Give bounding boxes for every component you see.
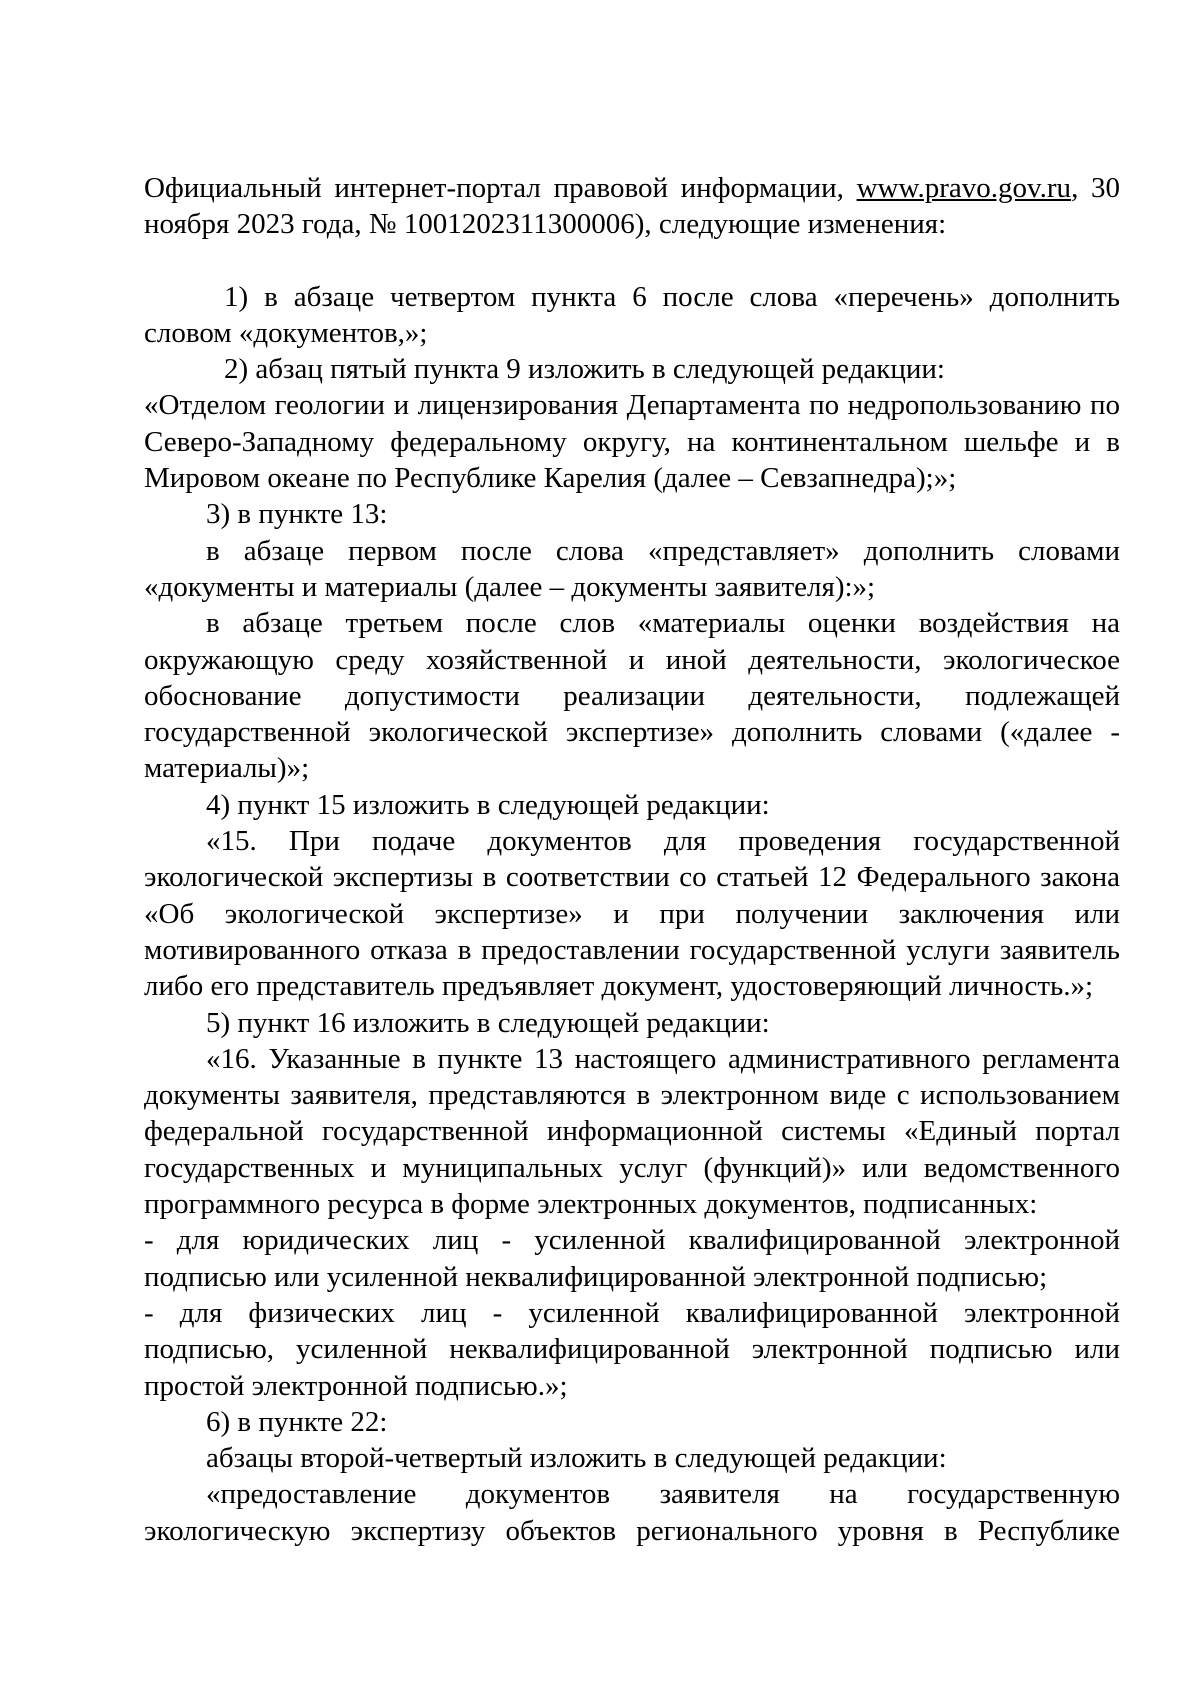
item-2: 2) абзац пятый пункта 9 изложить в следующей редакции: — [224, 353, 945, 386]
item-5-quote: «16. Указанные в пункте 13 настоящего административного регламента документы заявителя, представляются в электронном виде с использованием федеральной государственной информационной системы «Единый портал — [144, 1042, 1120, 1148]
item-3-para-2: в абзаце третьем после слов «материалы оценки воздействия на окружающую среду хозяйственной и иной деятельности, экологическое обоснование допустимости реализации деятельности, подлежащей государственной экологической экспертизе» дополнить словами («далее - материалы)»; — [144, 607, 1120, 785]
intro-line-1 — [144, 170, 1120, 206]
item-3-para-1: в абзаце первом после слова «представляет» дополнить словами «документы и материалы (далее – документы заявителя):»; — [144, 534, 1120, 603]
item-6: 6) в пункте 22: — [206, 1405, 388, 1438]
item-5-legal-entities: - для юридических лиц - усиленной квалифицированной электронной подписью или усиленной неквалифицированной электронной подписью; — [144, 1224, 1120, 1293]
paragraph-gap — [144, 243, 1120, 279]
item-6-quote: «предоставление документов заявителя на государственную экологическую экспертизу объектов регионального уровня в Республике — [144, 1478, 1120, 1547]
item-5: 5) пункт 16 изложить в следующей редакции: — [206, 1006, 770, 1039]
item-4-quote: «15. При подаче документов для проведения государственной экологической экспертизы в соответствии со статьей 12 Федерального закона «Об экологической экспертизе» и при получении заключения или мотивированного отказа в предоставлении государственной услуги заявитель либо его представитель предъявляет документ, удостоверяющий личность.»; — [144, 825, 1120, 1003]
item-6-para: абзацы второй-четвертый изложить в следующей редакции: — [206, 1442, 947, 1475]
intro-text: Официальный интернет-портал правовой информации, — [144, 172, 857, 204]
item-1: 1) в абзаце четвертом пункта 6 после слова «перечень» дополнить словом «документов,»; — [144, 280, 1120, 349]
document-body — [144, 170, 1120, 1549]
item-5-individuals: - для физических лиц - усиленной квалифицированной электронной подписью, усиленной неквалифицированной электронной подписью или простой электронной подписью.»; — [144, 1296, 1120, 1402]
item-4: 4) пункт 15 изложить в следующей редакции: — [206, 788, 770, 821]
intro-date-text: , 30 — [1071, 172, 1120, 204]
pravo-link[interactable]: www.pravo.gov.ru — [856, 172, 1072, 204]
item-3: 3) в пункте 13: — [206, 498, 388, 531]
intro-line-2: ноября 2023 года, № 1001202311300006), следующие изменения: — [144, 208, 947, 241]
item-5-quote-cont: государственных и муниципальных услуг (функций)» или ведомственного программного ресурса в форме электронных документов, подписанных: — [144, 1151, 1120, 1221]
item-2-quote: «Отделом геологии и лицензирования Департамента по недропользованию по Северо-Западному федеральному округу, на континентальном шельфе и в Мировом океане по Республике Карелия (далее – Севзапнедра);»; — [144, 389, 1120, 495]
